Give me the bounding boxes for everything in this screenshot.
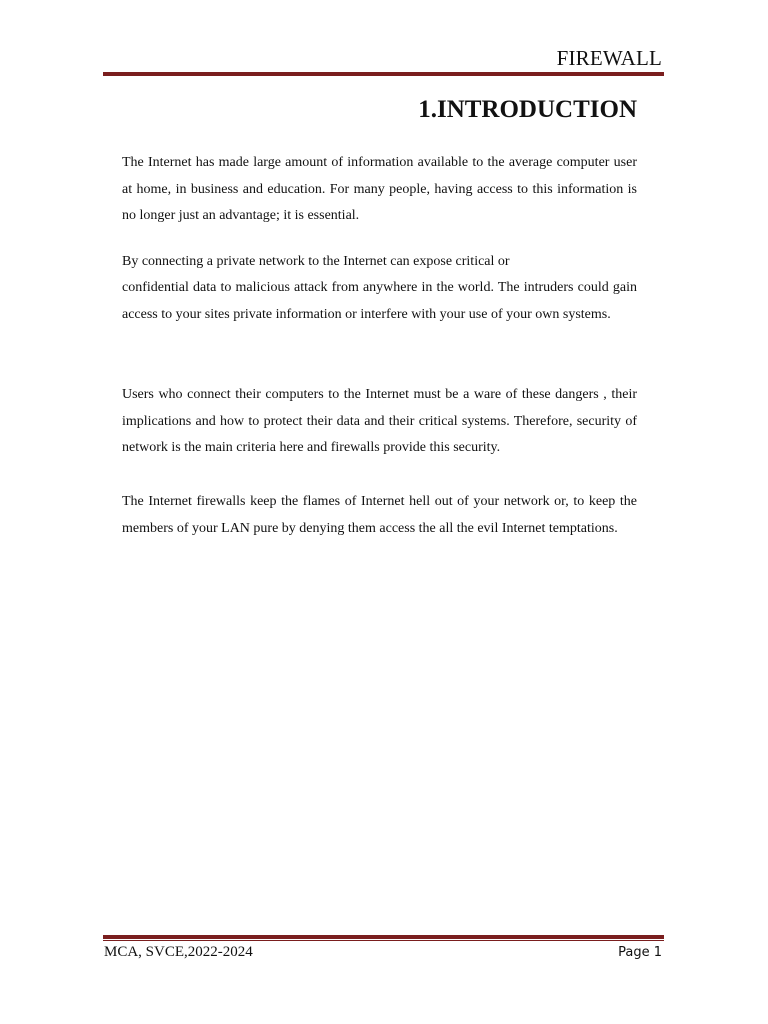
running-header: FIREWALL	[556, 46, 662, 70]
paragraph-3: Users who connect their computers to the Internet must be a ware of these dangers , their implications and how to protect their data and their critical systems. Therefore, security of network is the main criteria here and firewalls provide this security.	[122, 387, 637, 456]
footer-course-info: MCA, SVCE,2022-2024	[104, 944, 253, 960]
paragraph-2-first-line: By connecting a private network to the Internet can expose critical or	[122, 254, 510, 269]
paragraph-4: The Internet firewalls keep the flames of Internet hell out of your network or, to keep the members of your LAN pure by denying them access the all the evil Internet temptations.	[122, 494, 637, 536]
footer-rule-thick	[103, 935, 664, 939]
chapter-title: 1.INTRODUCTION	[418, 96, 637, 123]
page-number: Page 1	[618, 945, 662, 960]
paragraph-1: The Internet has made large amount of information available to the average computer user at home, in business and education. For many people, having access to this information is no longer just an advantage; it is essential.	[122, 155, 637, 224]
header-rule	[103, 72, 664, 76]
footer-rule-thin	[103, 940, 664, 941]
paragraph-2-continued: confidential data to malicious attack from anywhere in the world. The intruders could gain access to your sites private information or interfere with your use of your own systems.	[122, 280, 637, 322]
